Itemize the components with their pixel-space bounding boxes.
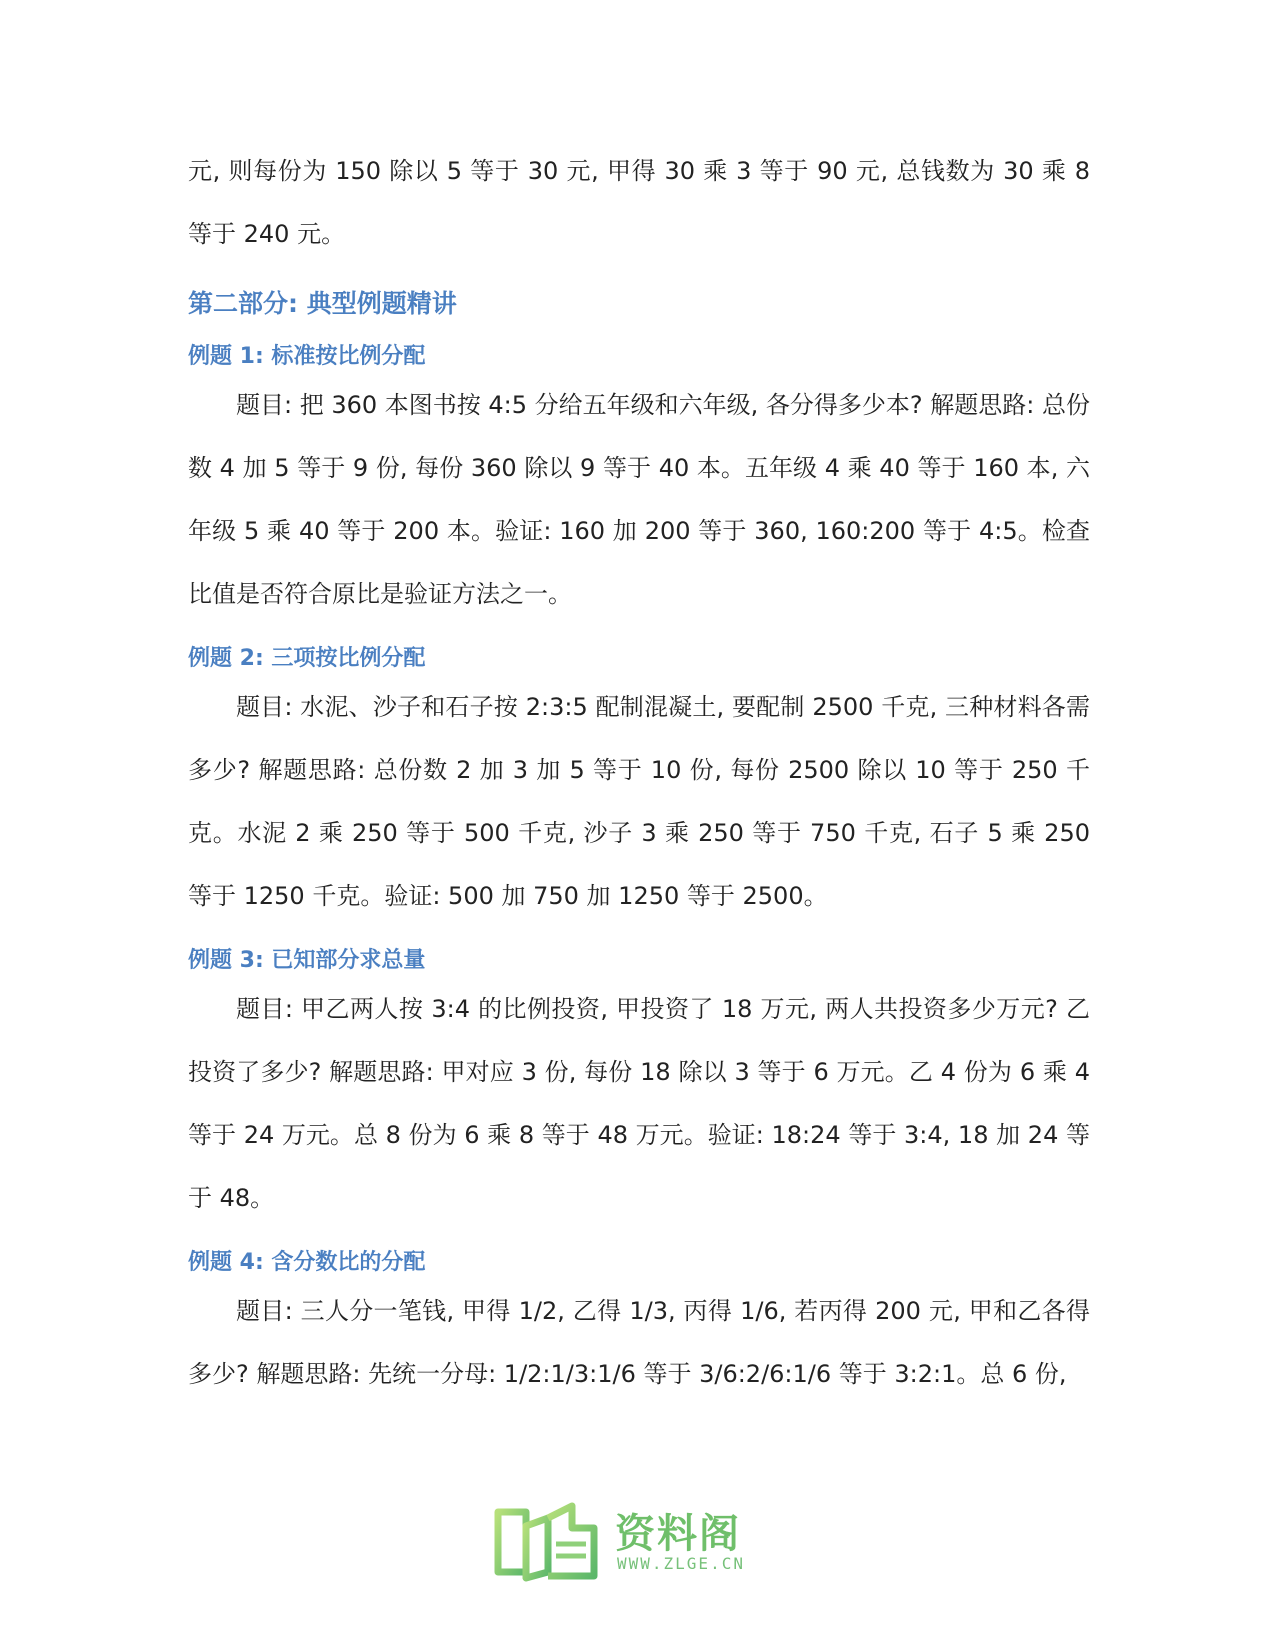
book-folder-icon bbox=[490, 1498, 605, 1590]
example-title: 例题 1: 标准按比例分配 bbox=[188, 344, 426, 369]
example-title: 例题 2: 三项按比例分配 bbox=[188, 646, 426, 671]
example-2 bbox=[188, 642, 1090, 928]
example-title: 例题 4: 含分数比的分配 bbox=[188, 1250, 426, 1275]
example-4 bbox=[188, 1246, 1090, 1406]
example-3 bbox=[188, 944, 1090, 1230]
logo-text: 资料阁 bbox=[615, 1511, 741, 1557]
example-body: 题目: 水泥、沙子和石子按 2:3:5 配制混凝土, 要配制 2500 千克, 三种材料各需多少? 解题思路: 总份数 2 加 3 加 5 等于 10 份, 每份 2500 除以 10 等于 250 千克。水泥 2 乘 250 等于 500 千克, 沙子 3 乘 250 等于 750 千克, 石子 5 乘 250 等于 1250 千克。验证: 500 加 750 加 1250 等于 2500。 bbox=[188, 693, 1090, 910]
example-body: 题目: 把 360 本图书按 4:5 分给五年级和六年级, 各分得多少本? 解题思路: 总份数 4 加 5 等于 9 份, 每份 360 除以 9 等于 40 本。五年级 4 乘 40 等于 160 本, 六年级 5 乘 40 等于 200 本。验证: 160 加 200 等于 360, 160:200 等于 4:5。检查比值是否符合原比是验证方法之一。 bbox=[188, 391, 1091, 608]
example-body: 题目: 三人分一笔钱, 甲得 1/2, 乙得 1/3, 丙得 1/6, 若丙得 200 元, 甲和乙各得多少? 解题思路: 先统一分母: 1/2:1/3:1/6 等于 3/6:2/6:1/6 等于 3:2:1。总 6 份, bbox=[188, 1297, 1090, 1388]
section-title: 第二部分: 典型例题精讲 bbox=[188, 289, 457, 318]
logo-url: WWW.ZLGE.CN bbox=[617, 1554, 745, 1573]
document-page bbox=[188, 140, 1090, 1406]
example-body: 题目: 甲乙两人按 3:4 的比例投资, 甲投资了 18 万元, 两人共投资多少万元? 乙投资了多少? 解题思路: 甲对应 3 份, 每份 18 除以 3 等于 6 万元。乙 4 份为 6 乘 4 等于 24 万元。总 8 份为 6 乘 8 等于 48 万元。验证: 18:24 等于 3:4, 18 加 24 等于 48。 bbox=[188, 995, 1090, 1212]
example-title: 例题 3: 已知部分求总量 bbox=[188, 948, 426, 973]
footer-logo bbox=[490, 1498, 790, 1588]
example-1 bbox=[188, 340, 1090, 626]
intro-paragraph: 元, 则每份为 150 除以 5 等于 30 元, 甲得 30 乘 3 等于 90 元, 总钱数为 30 乘 8 等于 240 元。 bbox=[188, 157, 1090, 248]
